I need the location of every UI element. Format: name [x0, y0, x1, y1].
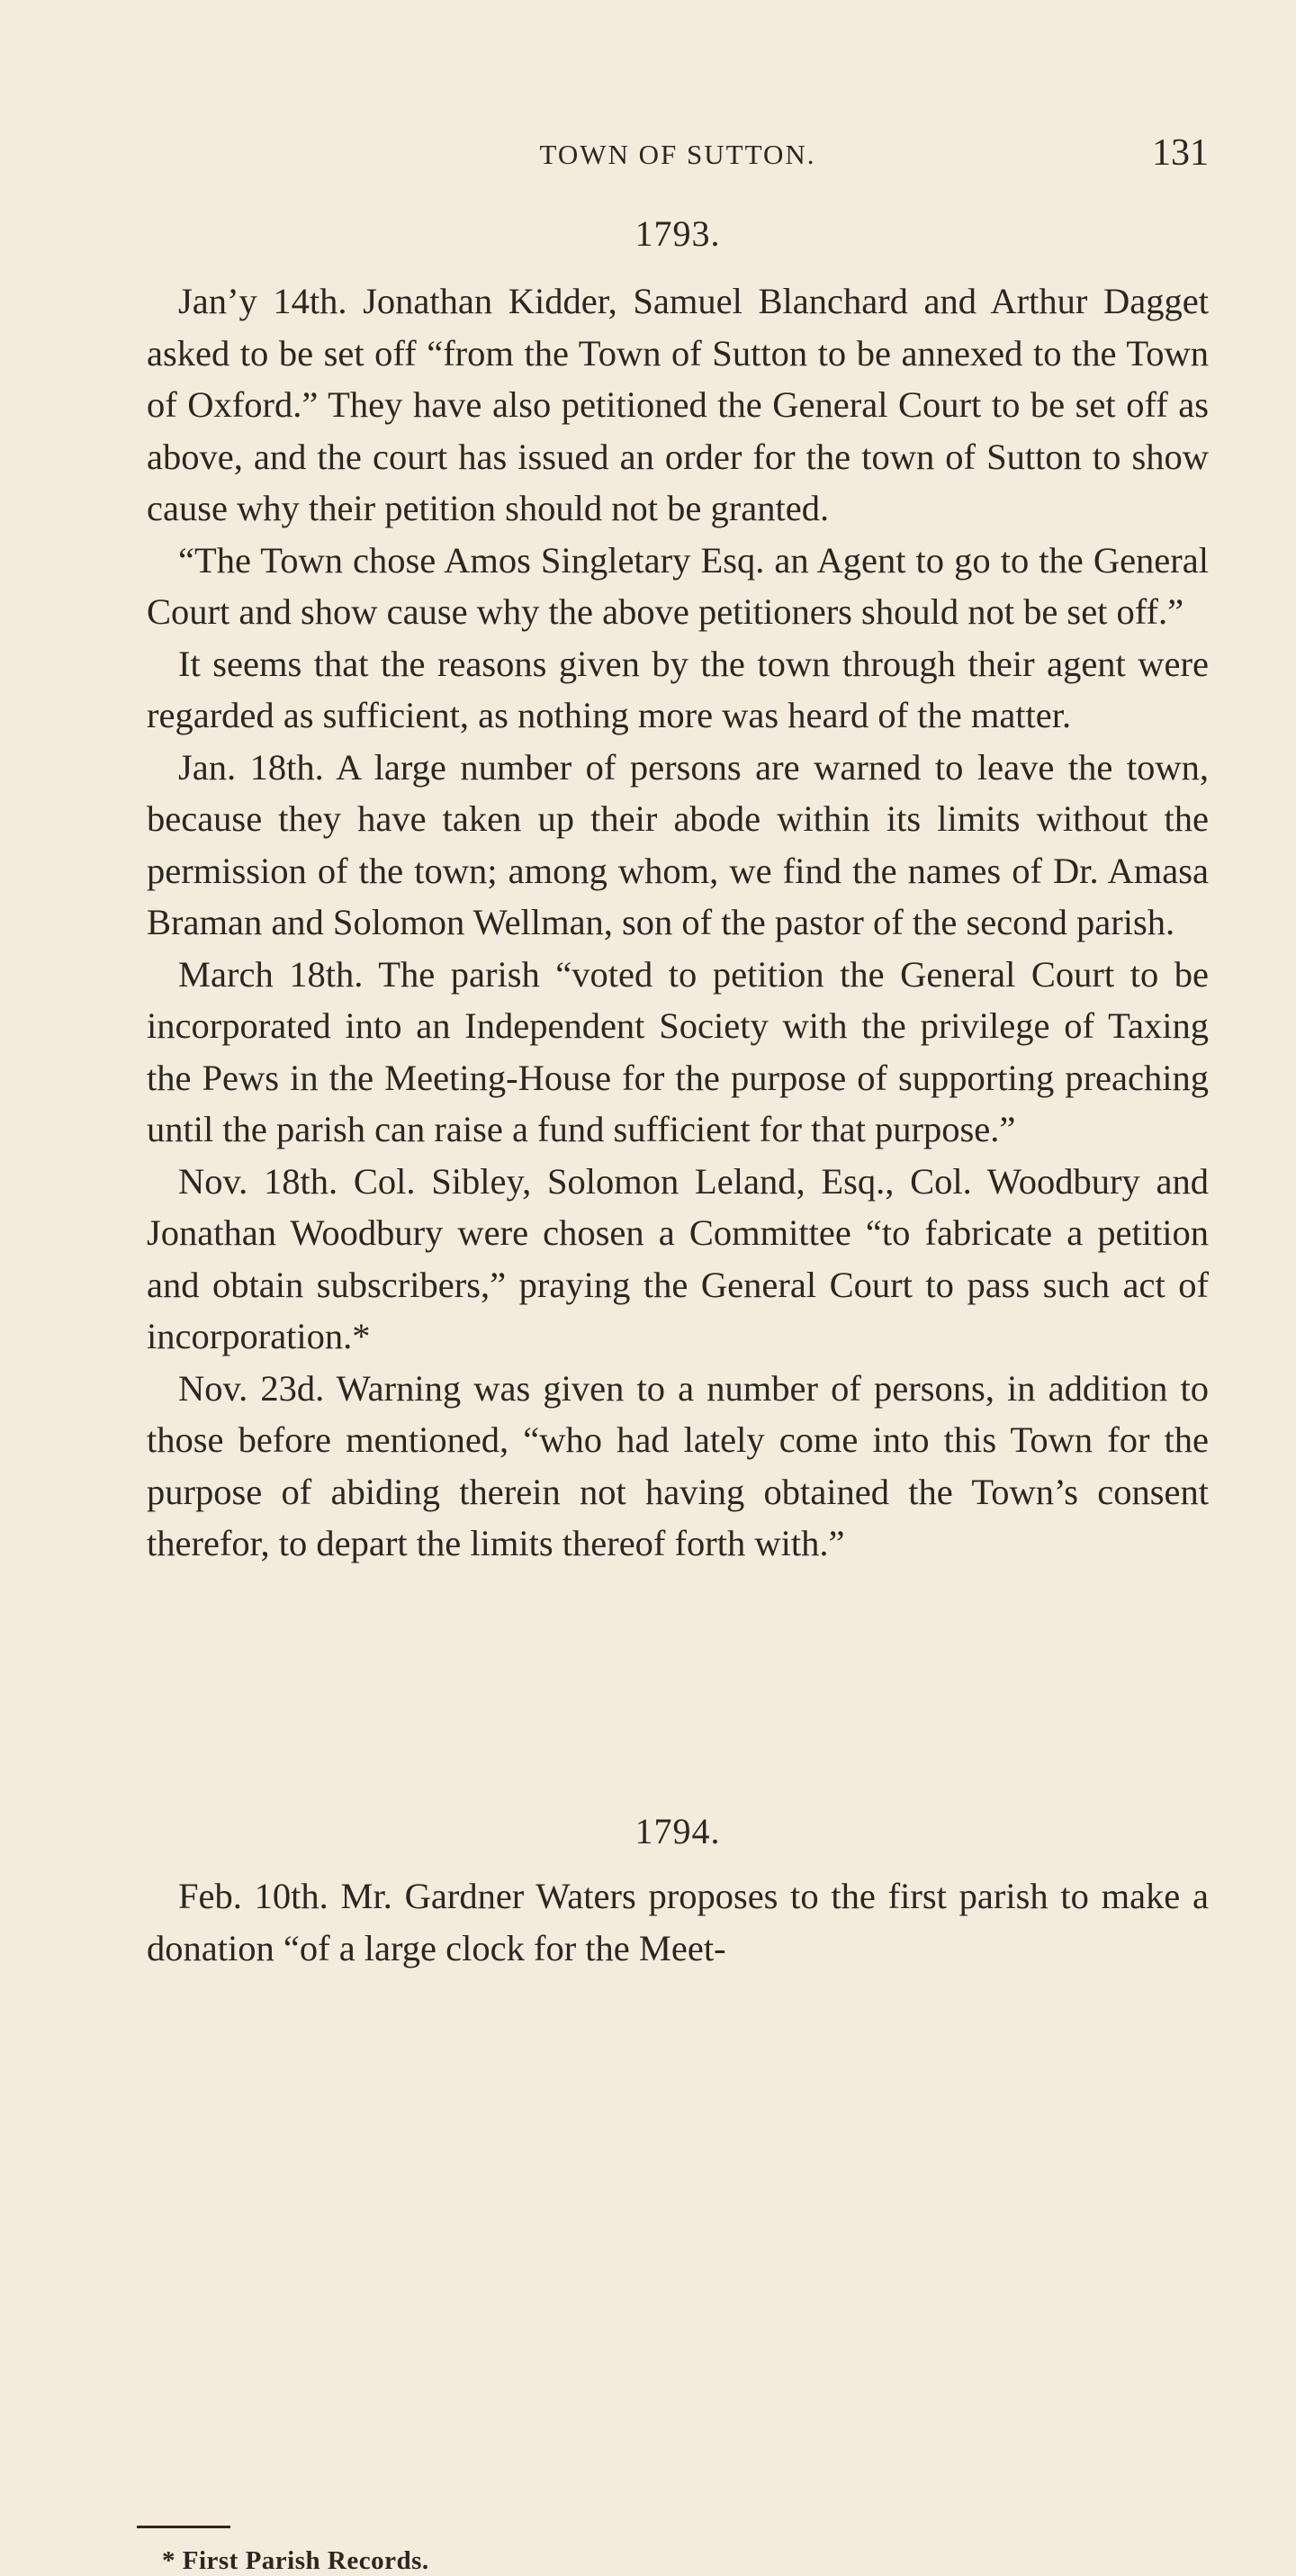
paragraph: Jan. 18th. A large number of persons are warned to leave the town, because they have taken up their abode within its limits without the permission of the town; among whom, we find the names of Dr. Amasa Braman and Solomon Wellman, son of the pastor of the second parish.	[147, 746, 1209, 942]
paragraph: Nov. 18th. Col. Sibley, Solomon Leland, Esq., Col. Woodbury and Jonathan Woodbury were chosen a Committee “to fabricate a petition and obtain subscribers,” praying the General Court to pass such act of incorporation.*	[147, 1160, 1209, 1356]
footnote-rule	[137, 2526, 230, 2528]
page-number: 131	[1152, 132, 1209, 174]
year-heading-1794: 1794.	[634, 1811, 721, 1851]
section-1794-text	[147, 1870, 1209, 1974]
paragraph: Jan’y 14th. Jonathan Kidder, Samuel Blanchard and Arthur Dagget asked to be set off “from the Town of Sutton to be annexed to the Town of Oxford.” They have also petitioned the General Court to be set off as above, and the court has issued an order for the town of Sutton to show cause why their petition should not be granted.	[147, 281, 1209, 528]
paragraph: March 18th. The parish “voted to petition the General Court to be incorporated into an Independent Society with the privilege of Taxing the Pews in the Meeting-House for the purpose of supporting preaching until the parish can raise a fund sufficient for that purpose.”	[147, 953, 1209, 1149]
year-heading-1793: 1793.	[634, 213, 721, 254]
paragraph: Nov. 23d. Warning was given to a number of persons, in addition to those before mentioned, “who had lately come into this Town for the purpose of abiding therein not having obtained the Town’s consent therefor, to depart the limits thereof forth with.”	[147, 1367, 1209, 1563]
footnote: * First Parish Records.	[162, 2546, 429, 2575]
running-title: TOWN OF SUTTON.	[539, 139, 816, 170]
paragraph: It seems that the reasons given by the town through their agent were regarded as sufficient, as nothing more was heard of the matter.	[147, 643, 1209, 735]
paragraph: Feb. 10th. Mr. Gardner Waters proposes to the first parish to make a donation “of a large clock for the Meet-	[147, 1876, 1209, 1968]
paragraph: “The Town chose Amos Singletary Esq. an Agent to go to the General Court and show cause why the above petitioners should not be set off.”	[147, 539, 1209, 632]
running-head	[147, 131, 1209, 178]
section-1793-text	[147, 275, 1209, 1570]
